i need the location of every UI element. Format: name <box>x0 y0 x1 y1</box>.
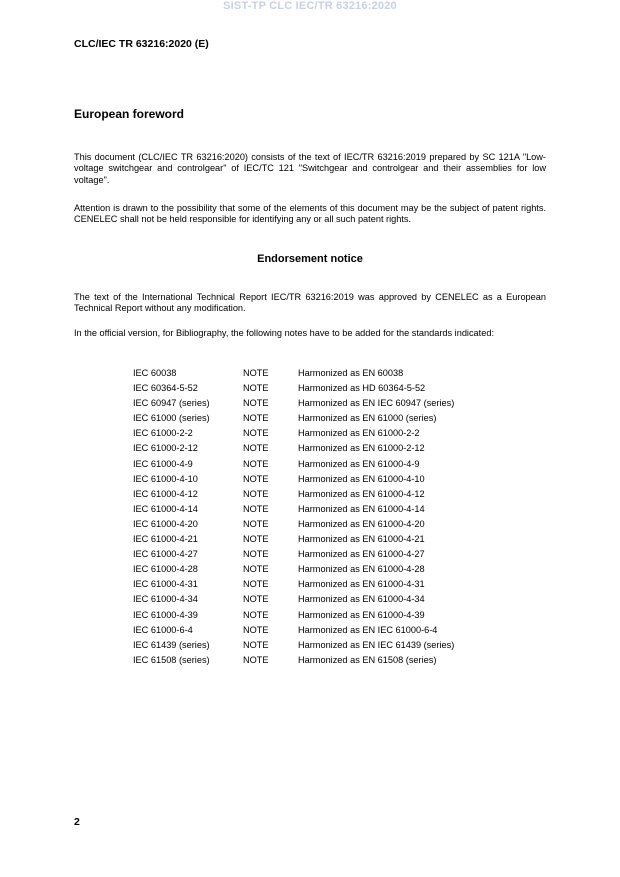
note-harmonization: Harmonized as EN 61000-4-28 <box>298 564 425 575</box>
note-label: NOTE <box>243 639 269 650</box>
note-standard: IEC 61000-4-39 <box>133 609 198 620</box>
note-harmonization: Harmonized as EN 61000-4-21 <box>298 534 425 545</box>
note-harmonization: Harmonized as EN 61000-4-10 <box>298 473 425 484</box>
note-label: NOTE <box>243 518 269 529</box>
note-harmonization: Harmonized as EN 61000-2-2 <box>298 428 420 439</box>
note-standard: IEC 61000-2-2 <box>133 428 193 439</box>
endorsement-paragraph-2: In the official version, for Bibliography, the following notes have to be added for the standards indicated: <box>74 328 494 338</box>
note-harmonization: Harmonized as EN 61000-4-27 <box>298 549 425 560</box>
note-standard: IEC 61000-4-21 <box>133 534 198 545</box>
note-harmonization: Harmonized as EN IEC 61000-6-4 <box>298 624 438 635</box>
note-standard: IEC 61000-4-31 <box>133 579 198 590</box>
note-label: NOTE <box>243 503 269 514</box>
note-harmonization: Harmonized as EN 61000-4-39 <box>298 609 425 620</box>
note-label: NOTE <box>243 473 269 484</box>
foreword-paragraph-1: This document (CLC/IEC TR 63216:2020) consists of the text of IEC/TR 63216:2019 prepared by SC 121A "Low-voltage switchgear and controlgear" of IEC/TC 121 "Switchgear and controlgear and their assemblies for low voltage". <box>74 152 546 185</box>
note-harmonization: Harmonized as EN 61508 (series) <box>298 654 437 665</box>
note-harmonization: Harmonized as HD 60364-5-52 <box>298 383 426 394</box>
endorsement-paragraph-1: The text of the International Technical Report IEC/TR 63216:2019 was approved by CENELEC as a European Technical Report without any modification. <box>74 292 546 314</box>
note-harmonization: Harmonized as EN 61000-4-14 <box>298 503 425 514</box>
note-harmonization: Harmonized as EN 61000-4-20 <box>298 518 425 529</box>
note-standard: IEC 61508 (series) <box>133 654 210 665</box>
note-label: NOTE <box>243 383 269 394</box>
note-standard: IEC 61000-4-9 <box>133 458 193 469</box>
note-harmonization: Harmonized as EN IEC 61439 (series) <box>298 639 455 650</box>
note-label: NOTE <box>243 368 269 378</box>
note-standard: IEC 61000 (series) <box>133 413 210 424</box>
note-harmonization: Harmonized as EN 60038 <box>298 368 404 378</box>
note-label: NOTE <box>243 549 269 560</box>
foreword-heading: European foreword <box>74 107 185 121</box>
note-standard: IEC 60364-5-52 <box>133 383 198 394</box>
note-standard: IEC 61000-4-10 <box>133 473 198 484</box>
note-standard: IEC 61000-4-14 <box>133 503 198 514</box>
note-harmonization: Harmonized as EN 61000-2-12 <box>298 443 425 454</box>
note-standard: IEC 61000-4-20 <box>133 518 198 529</box>
note-label: NOTE <box>243 579 269 590</box>
page-number: 2 <box>74 816 80 828</box>
note-standard: IEC 61000-6-4 <box>133 624 193 635</box>
note-label: NOTE <box>243 488 269 499</box>
note-standard: IEC 61000-4-34 <box>133 594 198 605</box>
note-standard: IEC 61000-4-27 <box>133 549 198 560</box>
note-harmonization: Harmonized as EN 61000-4-12 <box>298 488 425 499</box>
note-standard: IEC 60038 <box>133 368 177 378</box>
note-label: NOTE <box>243 413 269 424</box>
note-label: NOTE <box>243 609 269 620</box>
note-label: NOTE <box>243 443 269 454</box>
note-standard: IEC 61000-4-28 <box>133 564 198 575</box>
foreword-paragraph-2: Attention is drawn to the possibility that some of the elements of this document may be the subject of patent rights. CENELEC shall not be held responsible for identifying any or all such patent rights. <box>74 203 546 225</box>
note-harmonization: Harmonized as EN 61000-4-34 <box>298 594 425 605</box>
endorsement-heading: Endorsement notice <box>257 253 363 265</box>
note-label: NOTE <box>243 564 269 575</box>
note-harmonization: Harmonized as EN IEC 60947 (series) <box>298 398 455 409</box>
note-harmonization: Harmonized as EN 61000-4-31 <box>298 579 425 590</box>
note-label: NOTE <box>243 398 269 409</box>
note-standard: IEC 60947 (series) <box>133 398 210 409</box>
note-label: NOTE <box>243 594 269 605</box>
note-standard: IEC 61000-4-12 <box>133 488 198 499</box>
document-id: CLC/IEC TR 63216:2020 (E) <box>74 38 209 50</box>
note-label: NOTE <box>243 458 269 469</box>
note-label: NOTE <box>243 534 269 545</box>
note-label: NOTE <box>243 624 269 635</box>
watermark: SIST-TP CLC IEC/TR 63216:2020 <box>223 0 397 12</box>
note-harmonization: Harmonized as EN 61000 (series) <box>298 413 437 424</box>
note-standard: IEC 61439 (series) <box>133 639 210 650</box>
note-standard: IEC 61000-2-12 <box>133 443 198 454</box>
note-label: NOTE <box>243 654 269 665</box>
note-harmonization: Harmonized as EN 61000-4-9 <box>298 458 420 469</box>
note-label: NOTE <box>243 428 269 439</box>
